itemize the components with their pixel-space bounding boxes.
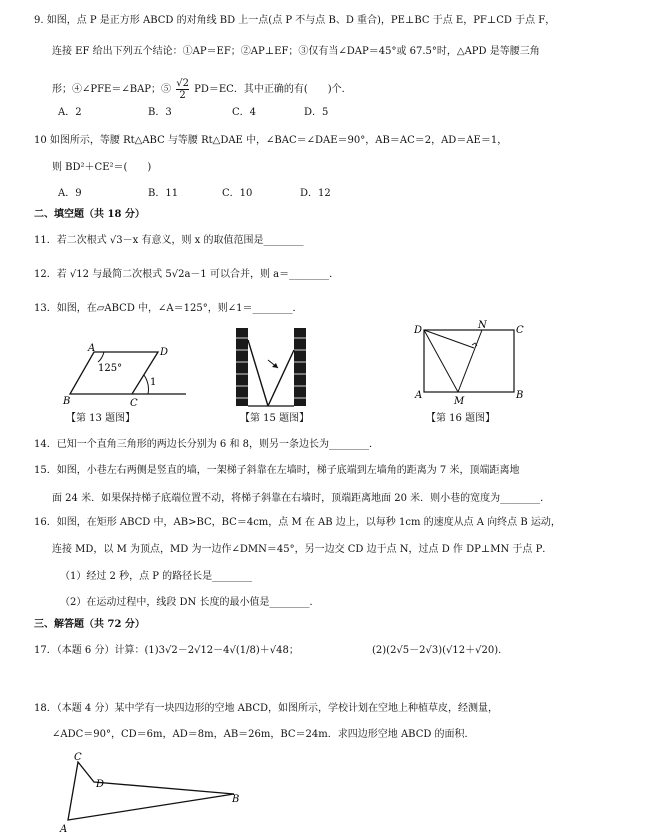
q10-line2: 则 BD²＋CE²＝( ) [52,162,152,173]
angle-1-arc [144,375,149,394]
q9-choice-b: B．3 [148,107,172,118]
q9-line1: 9. 如图，点 P 是正方形 ABCD 的对角线 BD 上一点(点 P 不与点 B、D 重合)，PE⊥BC 于点 E，PF⊥CD 于点 F， [34,15,556,26]
right-wall [294,328,306,406]
q9-line2: 连接 EF 给出下列五个结论：①AP＝EF；②AP⊥EF；③仅有当∠DAP＝45°或 67.5°时，△APD 是等腰三角 [52,46,540,57]
section-fill-in-title: 二、填空题（共 18 分） [34,209,145,220]
label-a: A [60,824,68,834]
q10-line1: 10 如图所示，等腰 Rt△ABC 与等腰 Rt△DAE 中，∠BAC＝∠DAE＝90°，AB＝AC＝2，AD＝AE＝1， [34,135,508,146]
label-a: A [415,390,423,401]
q16-part2: （2）在运动过程中，线段 DN 长度的最小值是________． [60,597,320,608]
label-d: D [96,779,105,790]
q9-choice-a: A．2 [58,107,82,118]
q9-fraction-num: √2 [176,78,189,89]
label-b: B [516,390,524,401]
q10-choice-a: A．9 [58,188,82,199]
label-a: A [88,343,96,354]
section-solutions-title: 三、解答题（共 72 分） [34,619,145,630]
left-wall [236,328,248,406]
label-d: D [160,347,169,358]
label-d: D [414,325,423,336]
figure-18 [56,750,256,834]
label-m: M [454,396,465,407]
q15-line1: 15．如图，小巷左右两侧是竖直的墙，一架梯子斜靠在左墙时，梯子底端到左墙角的距离为 7 米，顶端距离地 [34,465,520,476]
q18-line1: 18．（本题 4 分）某中学有一块四边形的空地 ABCD，如图所示，学校计划在空地上种植草皮，经测量， [34,703,499,714]
label-b: B [232,794,240,805]
q18-line2: ∠ADC＝90°，CD＝6m，AD＝8m，AB＝26m，BC＝24m．求四边形空地 ABCD 的面积． [52,729,475,740]
figure-13 [60,338,200,410]
angle-a-arc [98,352,104,362]
label-c: C [516,325,524,336]
q12: 12．若 √12 与最简二次根式 5√2a－1 可以合并，则 a＝________． [34,269,340,280]
label-b: B [63,396,71,407]
q15-line2: 面 24 米．如果保持梯子底端位置不动，将梯子斜靠在右墙时，顶端距离地面 20 米．则小巷的宽度为________． [52,493,551,504]
q9-line3-start: 形；④∠PFE＝∠BAP；⑤ [52,84,172,95]
q17-part1: 17．（本题 6 分）计算：(1)3√2－2√12－4√(1/8)＋√48； [34,645,299,656]
label-angle: 125° [98,363,123,374]
figure-13-caption: 【第 13 题图】 [66,413,136,424]
q16-part1: （1）经过 2 秒，点 P 的路径长是________ [60,571,253,582]
q11: 11．若二次根式 √3－x 有意义，则 x 的取值范围是________ [34,235,304,246]
figure-16-caption: 【第 16 题图】 [426,413,496,424]
q16-line1: 16．如图，在矩形 ABCD 中，AB>BC，BC＝4cm，点 M 在 AB 边上，以每秒 1cm 的速度从点 A 向终点 B 运动， [34,517,561,528]
right-angle-mark [472,343,477,346]
q9-choice-d: D．5 [304,107,329,118]
label-c: C [130,398,138,409]
segment-dm [424,330,458,392]
q16-line2: 连接 MD，以 M 为顶点，MD 为一边作∠DMN＝45°，另一边交 CD 边于点 N，过点 D 作 DP⊥MN 于点 P． [52,544,553,555]
figure-16 [410,318,530,408]
segment-mn [458,330,482,392]
q17-part2: (2)(2√5－2√3)(√12＋√20)． [372,645,509,656]
figure-15 [232,326,310,410]
quadrilateral-abcd [68,762,234,820]
segment-dp [424,330,474,348]
rectangle-abcd [424,330,514,392]
q10-choice-b: B．11 [148,188,179,199]
q9-line3-end: PD＝EC．其中正确的有( )个． [194,84,352,95]
q9-line3 [52,78,352,101]
label-n: N [478,320,487,331]
figure-15-caption: 【第 15 题图】 [240,413,310,424]
label-c: C [74,752,82,763]
q9-fraction [176,78,189,101]
q14: 14．已知一个直角三角形的两边长分别为 6 和 8，则另一条边长为________． [34,439,379,450]
label-1: 1 [150,377,157,388]
q10-choice-c: C．10 [222,188,253,199]
q9-fraction-den: 2 [179,90,186,101]
q13: 13．如图，在▱ABCD 中，∠A＝125°，则∠1＝________． [34,303,303,314]
q10-choice-d: D．12 [300,188,331,199]
ladder-right [268,350,294,406]
ladder-left [248,340,268,406]
q9-choice-c: C．4 [232,107,257,118]
